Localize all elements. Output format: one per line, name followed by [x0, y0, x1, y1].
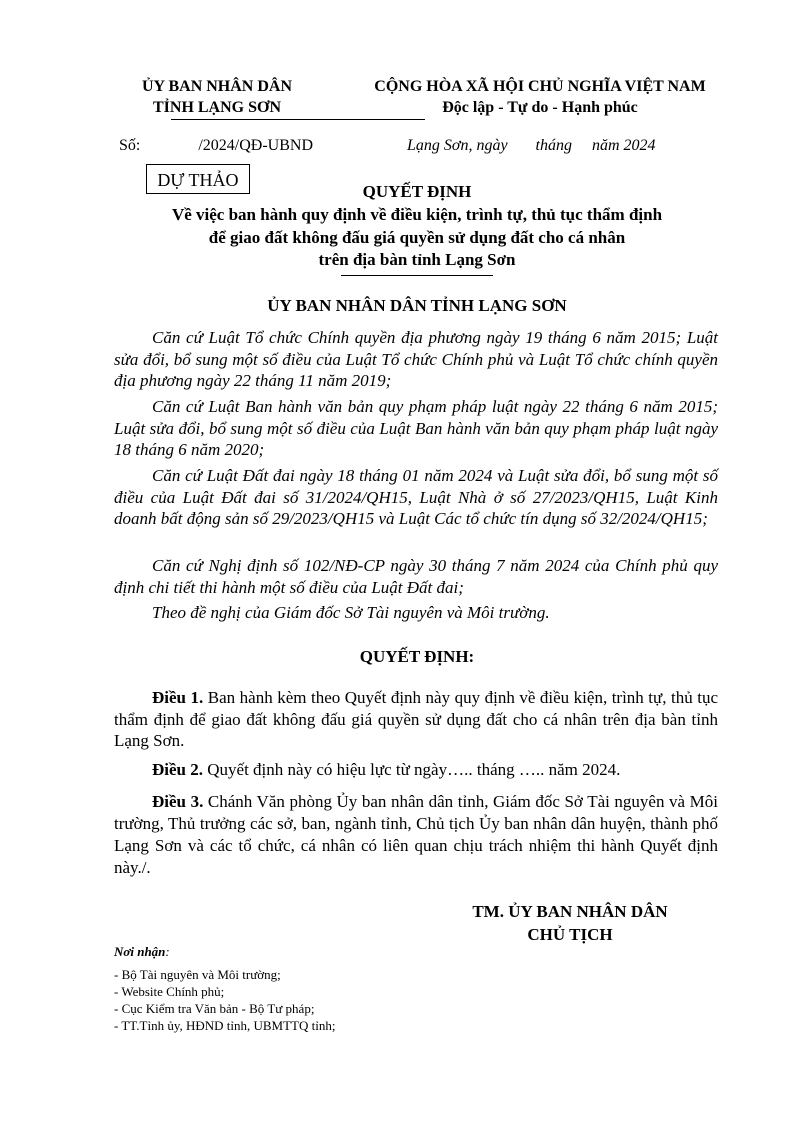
- place-date: Lạng Sơn, ngày tháng năm 2024: [407, 137, 656, 154]
- preamble-paragraph: Căn cứ Nghị định số 102/NĐ-CP ngày 30 tháng 7 năm 2024 của Chính phủ quy định chi tiết thi hành một số điều của Luật Đất đai;: [114, 556, 718, 597]
- signature-line-1: TM. ỦY BAN NHÂN DÂN: [472, 902, 668, 921]
- preamble-paragraph: Căn cứ Luật Tổ chức Chính quyền địa phương ngày 19 tháng 6 năm 2015; Luật sửa đổi, bổ sung một số điều của Luật Tổ chức Chính phủ và Luật Tổ chức chính quyền địa phương ngày 22 tháng 11 năm 2019;: [114, 328, 718, 390]
- subtitle-line: Về việc ban hành quy định về điều kiện, trình tự, thủ tục thẩm định: [171, 205, 663, 224]
- article-text: Quyết định này có hiệu lực từ ngày….. tháng ….. năm 2024.: [203, 760, 621, 779]
- country-name: CỘNG HÒA XÃ HỘI CHỦ NGHĨA VIỆT NAM: [374, 78, 706, 95]
- article-label: Điều 3.: [152, 792, 204, 811]
- agency-line-1: ỦY BAN NHÂN DÂN: [141, 78, 293, 95]
- article-text: Ban hành kèm theo Quyết định này quy định về điều kiện, trình tự, thủ tục thẩm định để giao đất không đấu giá quyền sử dụng đất cho cá nhân trên địa bàn tỉnh Lạng Sơn.: [114, 688, 719, 750]
- number-value: /2024/QĐ-UBND: [198, 137, 314, 154]
- agency-underline: [171, 119, 255, 120]
- recipients-colon: :: [165, 944, 170, 959]
- number-label: Số:: [119, 137, 141, 154]
- preamble-paragraph: Căn cứ Luật Đất đai ngày 18 tháng 01 năm 2024 và Luật sửa đổi, bổ sung một số điều của Luật Đất đai số 31/2024/QH15, Luật Nhà ở số 27/2023/QH15, Luật Kinh doanh bất động sản số 29/2023/QH15 và Luật Các tổ chức tín dụng số 32/2024/QH15;: [114, 466, 718, 528]
- document-title: QUYẾT ĐỊNH: [362, 182, 472, 201]
- issuer-heading: ỦY BAN NHÂN DÂN TỈNH LẠNG SƠN: [267, 296, 567, 315]
- article-text: Chánh Văn phòng Ủy ban nhân dân tỉnh, Giám đốc Sở Tài nguyên và Môi trường, Thủ trưởng các sở, ban, ngành tỉnh, Chủ tịch Ủy ban nhân dân huyện, thành phố Lạng Sơn và các tổ chức, cá nhân có liên quan chịu trách nhiệm thi hành Quyết định này./.: [114, 792, 718, 877]
- article-1: [114, 687, 718, 752]
- title-divider: [341, 275, 493, 276]
- article-label: Điều 2.: [152, 760, 203, 779]
- recipient-item: - TT.Tỉnh ủy, HĐND tỉnh, UBMTTQ tỉnh;: [114, 1018, 336, 1033]
- preamble-paragraph: Căn cứ Luật Ban hành văn bản quy phạm pháp luật ngày 22 tháng 6 năm 2015; Luật sửa đổi, bổ sung một số điều của Luật Ban hành văn bản quy phạm pháp luật ngày 18 tháng 6 năm 2020;: [114, 397, 718, 459]
- article-2: [114, 759, 718, 781]
- recipient-item: - Bộ Tài nguyên và Môi trường;: [114, 967, 281, 982]
- preamble-paragraph: Theo đề nghị của Giám đốc Sở Tài nguyên và Môi trường.: [152, 603, 550, 622]
- document-subtitle: [60, 204, 774, 272]
- agency-line-2: TỈNH LẠNG SƠN: [152, 99, 282, 116]
- motto: Độc lập - Tự do - Hạnh phúc: [442, 99, 638, 116]
- subtitle-line: trên địa bàn tỉnh Lạng Sơn: [318, 250, 516, 269]
- article-3: [114, 791, 718, 879]
- subtitle-line: để giao đất không đấu giá quyền sử dụng đất cho cá nhân: [208, 227, 626, 247]
- recipients-label: Nơi nhận: [114, 944, 166, 959]
- recipient-item: - Website Chính phủ;: [114, 984, 225, 999]
- recipients-title: [114, 944, 170, 960]
- decision-heading: QUYẾT ĐỊNH:: [359, 647, 475, 666]
- recipient-item: - Cục Kiểm tra Văn bản - Bộ Tư pháp;: [114, 1001, 315, 1016]
- signature-block: [440, 900, 700, 946]
- draft-stamp: DỰ THẢO: [146, 164, 250, 194]
- signature-line-2: CHỦ TỊCH: [527, 925, 613, 944]
- issuing-agency: [112, 76, 322, 118]
- article-label: Điều 1.: [152, 688, 204, 707]
- motto-underline: [255, 119, 425, 120]
- national-motto: [348, 76, 732, 118]
- document-number: [119, 137, 313, 155]
